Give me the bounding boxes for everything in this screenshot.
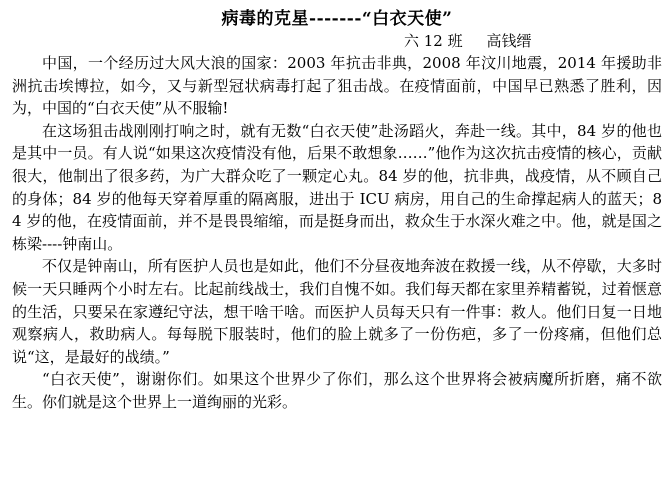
paragraph-2: 在这场狙击战刚刚打响之时，就有无数“白衣天使”赴汤蹈火，奔赴一线。其中，84 岁的他也是其中一员。有人说“如果这次疫情没有他，后果不敢想象……”他作为这次抗击疫情的核心，贡献很大，他制出了很多药，为广大群众吃了一颗定心丸。84 岁的他，抗非典，战疫情，从不顾自己的身体；84 岁的他每天穿着厚重的隔离服，进出于 ICU 病房，用自己的生命撑起病人的蓝天；84 岁的他，在疫情面前，并不是畏畏缩缩，而是挺身而出，救众生于水深火难之中。他，就是国之栋梁----钟南山。 bbox=[12, 121, 662, 253]
essay-title: 病毒的克星-------“白衣天使” bbox=[221, 9, 453, 29]
author-byline: 六 12 班 高钱缙 bbox=[404, 32, 532, 50]
paragraph-4: “白衣天使”，谢谢你们。如果这个世界少了你们，那么这个世界将会被病魔所折磨，痛不欲生。你们就是这个世界上一道绚丽的光彩。 bbox=[12, 370, 662, 411]
paragraph-1: 中国，一个经历过大风大浪的国家：2003 年抗击非典，2008 年汶川地震，2014 年援助非洲抗击埃博拉，如今，又与新型冠状病毒打起了狙击战。在疫情面前，中国早已熟悉了胜利，因为，中国的“白衣天使”从不服输! bbox=[12, 54, 662, 118]
paragraph-3: 不仅是钟南山，所有医护人员也是如此，他们不分昼夜地奔波在救援一线，从不停歇，大多时候一天只睡两个小时左右。比起前线战士，我们自愧不如。我们每天都在家里养精蓄锐，过着惬意的生活，只要呆在家遵纪守法，想干啥干啥。而医护人员每天只有一件事：救人。他们日复一日地观察病人，救助病人。每每脱下服装时，他们的脸上就多了一份伤疤，多了一份疼痛，但他们总说“这，是最好的战绩。” bbox=[12, 257, 662, 366]
